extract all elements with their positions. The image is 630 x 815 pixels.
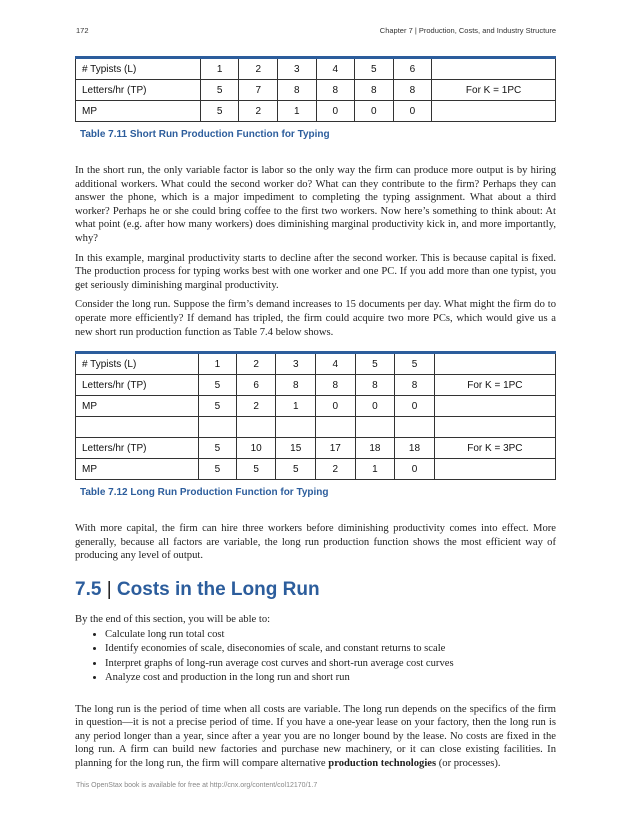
table-cell: 5	[200, 101, 239, 122]
table-cell: 17	[316, 438, 356, 459]
table-cell: 0	[316, 101, 355, 122]
table-row	[76, 459, 556, 480]
table-cell: 4	[316, 58, 355, 80]
paragraph: With more capital, the firm can hire three workers before diminishing productivity comes into effect. More generally, because all factors are variable, the long run production function shows the most efficient way of producing any level of output.	[75, 523, 556, 562]
table-cell: # Typists (L)	[76, 58, 201, 80]
table-cell: MP	[76, 396, 199, 417]
table-cell	[316, 417, 356, 438]
paragraph: Consider the long run. Suppose the firm’s demand increases to 15 documents per day. What might the firm do to operate more efficiently? If demand has tripled, the firm could acquire two more PCs, which would give us a new short run production function as Table 7.4 below shows.	[75, 299, 556, 338]
table-cell: 6	[393, 58, 432, 80]
table-cell: 3	[276, 353, 316, 375]
table-cell: 0	[393, 101, 432, 122]
page-footer: This OpenStax book is available for free at http://cnx.org/content/col12170/1.7	[76, 782, 318, 789]
table-cell: 0	[316, 396, 356, 417]
table-cell	[395, 417, 435, 438]
table-row	[76, 353, 556, 375]
table-cell: 2	[239, 101, 278, 122]
table-cell: 18	[395, 438, 435, 459]
section-title: Costs in the Long Run	[116, 578, 320, 600]
table-cell: 5	[198, 459, 236, 480]
table-row	[76, 58, 556, 80]
table-cell: 5	[395, 353, 435, 375]
table-cell: # Typists (L)	[76, 353, 199, 375]
table-cell: MP	[76, 459, 199, 480]
table-cell: 5	[198, 438, 236, 459]
table-row	[76, 80, 556, 101]
table-cell	[434, 353, 555, 375]
table-cell: 8	[393, 80, 432, 101]
table1-caption: Table 7.11 Short Run Production Function for Typing	[80, 129, 330, 140]
page-header	[76, 26, 556, 35]
paragraph: In this example, marginal productivity starts to decline after the second worker. This is because capital is fixed. The production process for typing works best with one worker and one PC. If you add more than one typist, you get seriously diminishing marginal productivity.	[75, 252, 556, 291]
table-row	[76, 101, 556, 122]
paragraph	[75, 703, 556, 771]
table-cell: 1	[200, 58, 239, 80]
table-cell: For K = 1PC	[432, 80, 556, 101]
table-row	[76, 438, 556, 459]
table-cell	[355, 417, 395, 438]
table-cell: 5	[355, 58, 394, 80]
table-cell: For K = 3PC	[434, 438, 555, 459]
table-cell: 0	[355, 101, 394, 122]
table-cell: 5	[236, 459, 276, 480]
table-cell: 3	[278, 58, 317, 80]
table-cell: 4	[316, 353, 356, 375]
paragraph-text: The long run is the period of time when all costs are variable. The long run depends on the specifics of the firm in question—it is not a precise period of time. If you have a one-year lease on your factory, then the long run is any period longer than a year, since after a year you are no longer bound by the lease. No costs are fixed in the long run. A firm can build new factories and purchase new machinery, or it can close existing facilities. In planning for the long run, the firm will compare alternative	[75, 703, 556, 769]
table2-caption: Table 7.12 Long Run Production Function for Typing	[80, 487, 329, 499]
table-cell: 8	[355, 375, 395, 396]
table-cell: 1	[278, 101, 317, 122]
table-cell	[198, 417, 236, 438]
table-cell: Letters/hr (TP)	[76, 80, 201, 101]
list-item: • Interpret graphs of long-run average cost curves and short-run average cost curves	[105, 657, 556, 672]
table-cell: 8	[316, 80, 355, 101]
table-cell: 15	[276, 438, 316, 459]
table-cell	[434, 396, 555, 417]
table-cell	[432, 101, 556, 122]
objectives-intro: By the end of this section, you will be able to:	[75, 613, 271, 625]
table-cell: 2	[316, 459, 356, 480]
table-cell: 0	[395, 396, 435, 417]
table-cell: 5	[355, 353, 395, 375]
table-cell: 8	[316, 375, 356, 396]
table-cell: 6	[236, 375, 276, 396]
table-cell: 1	[198, 353, 236, 375]
page-content	[75, 56, 556, 776]
table-cell	[432, 58, 556, 80]
table-row	[76, 417, 556, 438]
table-cell: 2	[239, 58, 278, 80]
table-cell: 8	[278, 80, 317, 101]
table-cell: 7	[239, 80, 278, 101]
table-cell: For K = 1PC	[434, 375, 555, 396]
table-row	[76, 396, 556, 417]
list-item: • Identify economies of scale, diseconomies of scale, and constant returns to scale	[105, 642, 556, 657]
table-cell: 2	[236, 396, 276, 417]
table-cell: 8	[355, 80, 394, 101]
table-cell: 1	[276, 396, 316, 417]
paragraph-text: (or processes).	[436, 757, 501, 769]
table-cell: 0	[355, 396, 395, 417]
table-cell: 5	[200, 80, 239, 101]
table-row	[76, 375, 556, 396]
section-heading	[75, 579, 556, 601]
table-cell: MP	[76, 101, 201, 122]
list-item: • Calculate long run total cost	[105, 628, 556, 643]
short-run-table	[75, 56, 556, 122]
table-cell	[76, 417, 199, 438]
table-cell	[276, 417, 316, 438]
table-cell	[434, 417, 555, 438]
key-term: production technologies	[328, 757, 437, 769]
table-cell: 5	[198, 375, 236, 396]
table-cell: 1	[355, 459, 395, 480]
table-cell: 2	[236, 353, 276, 375]
table-cell: Letters/hr (TP)	[76, 438, 199, 459]
table-cell: 10	[236, 438, 276, 459]
table-cell	[434, 459, 555, 480]
section-separator: |	[106, 578, 112, 600]
table-cell: Letters/hr (TP)	[76, 375, 199, 396]
table-cell: 8	[276, 375, 316, 396]
table-cell: 18	[355, 438, 395, 459]
paragraph: In the short run, the only variable factor is labor so the only way the firm can produce more output is by hiring additional workers. What could the second worker do? What can they contribute to the firm? Perhaps they can answer the phone, which is a major impediment to completing the typing assignment. What about a third worker? Perhaps he or she could bring coffee to the first two workers. Now here’s something to think about: At what point (e.g. after how many workers) does diminishing marginal productivity kick in, and more importantly, why?	[75, 165, 556, 244]
table-cell: 0	[395, 459, 435, 480]
table-cell: 8	[395, 375, 435, 396]
table-cell	[236, 417, 276, 438]
table-cell: 5	[276, 459, 316, 480]
section-number: 7.5	[75, 578, 102, 600]
long-run-table	[75, 351, 556, 480]
objectives-list	[75, 628, 556, 686]
page-number: 172	[76, 26, 89, 35]
list-item: • Analyze cost and production in the long run and short run	[105, 671, 556, 686]
table-cell: 5	[198, 396, 236, 417]
chapter-title: Chapter 7 | Production, Costs, and Industry Structure	[379, 26, 556, 35]
